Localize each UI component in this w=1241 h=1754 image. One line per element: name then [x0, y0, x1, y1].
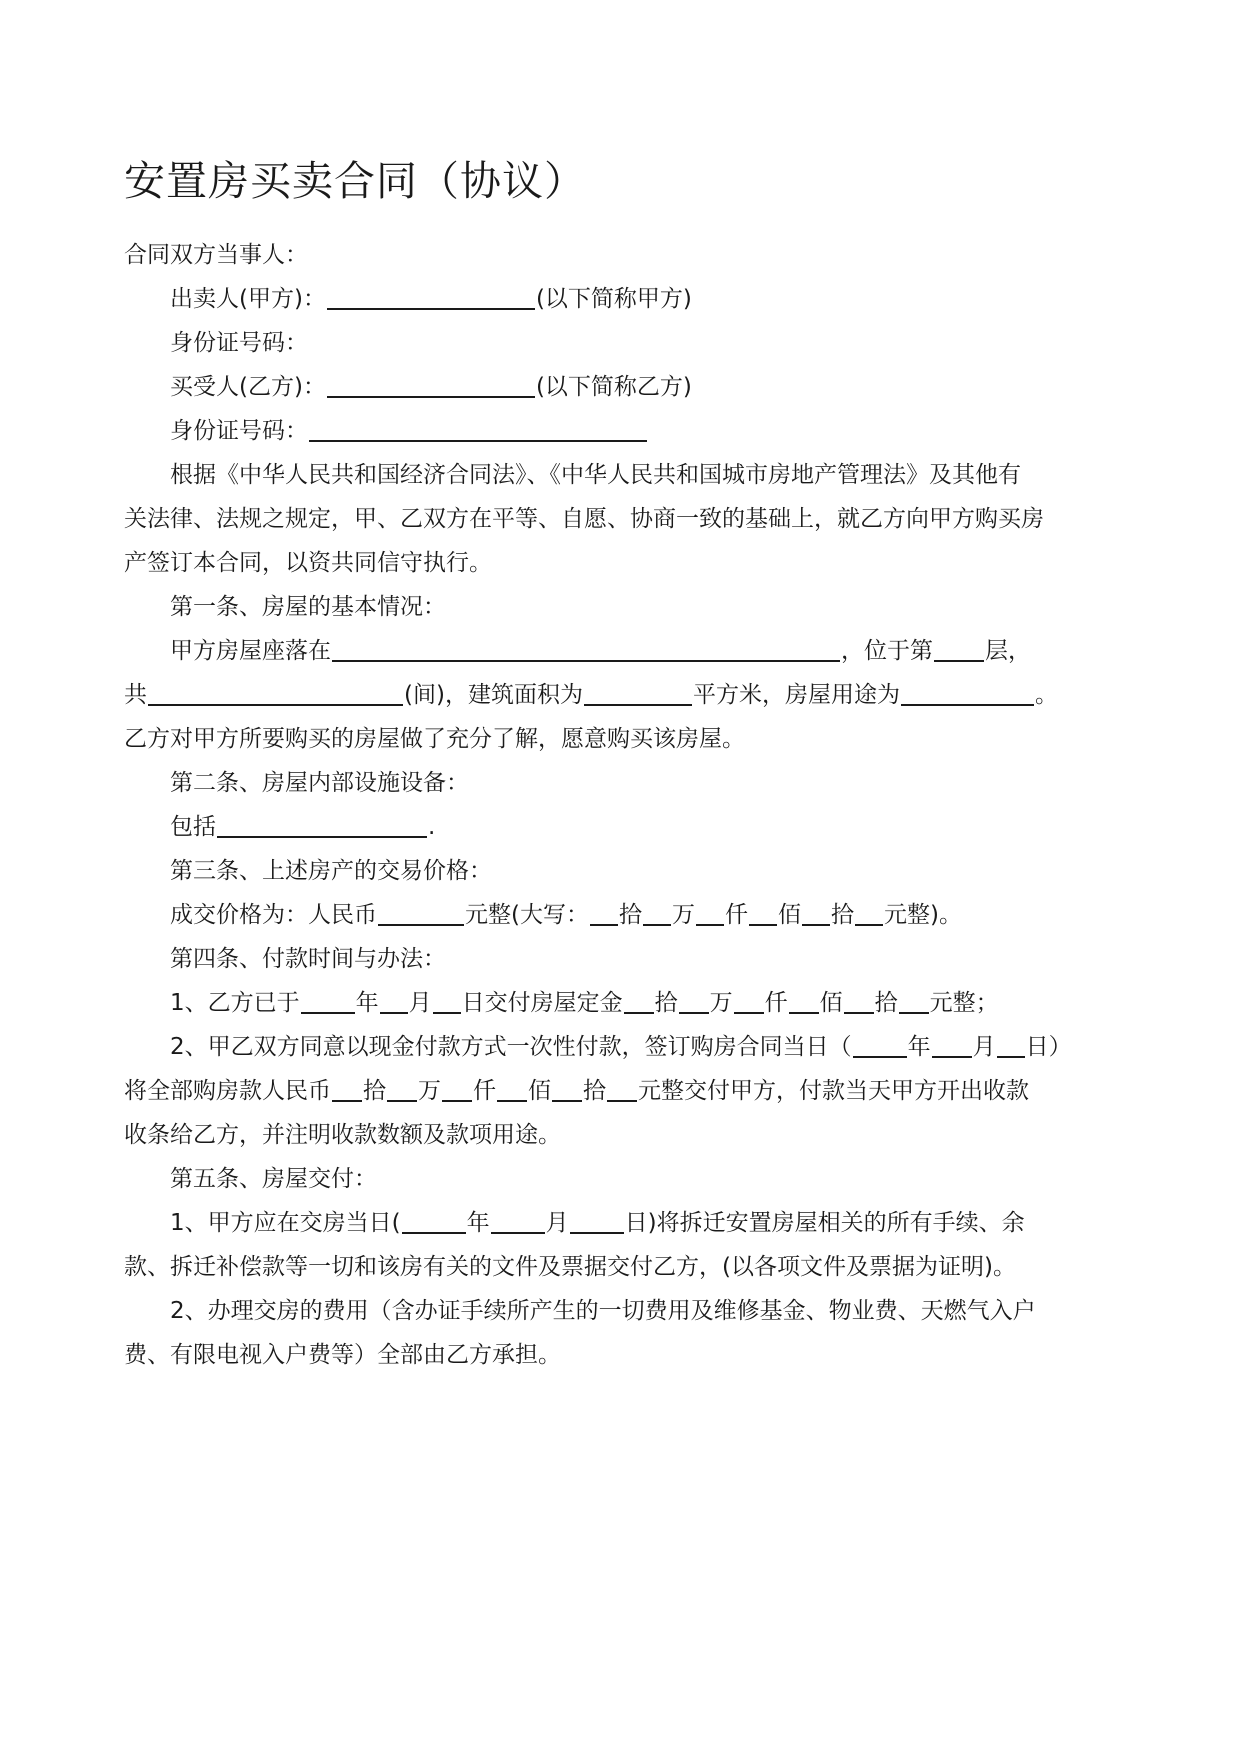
- unit-shi-2: 拾: [583, 1078, 606, 1104]
- article-2-include-line: [170, 812, 1134, 842]
- buyer-label: 买受人(乙方)：: [170, 374, 326, 400]
- price-uppercase-label: 元整(大写：: [465, 902, 589, 928]
- unit-shi: 拾: [363, 1078, 386, 1104]
- article-4-deposit-line: [170, 988, 1134, 1018]
- price-label: 成交价格为：人民币: [170, 902, 377, 928]
- floor-label: ，位于第: [841, 638, 933, 664]
- unit-bai: 佰: [777, 902, 801, 928]
- price-wan-blank[interactable]: [643, 902, 671, 926]
- deposit-shiwan-blank[interactable]: [624, 990, 654, 1014]
- location-label: 甲方房屋座落在: [170, 638, 331, 664]
- delivery-month-blank[interactable]: [491, 1210, 545, 1234]
- deposit-yuan-blank[interactable]: [899, 990, 929, 1014]
- unit-yuan: 元整)。: [883, 902, 962, 928]
- unit-shi-2: 拾: [874, 990, 898, 1016]
- full-payment-label: 将全部购房款人民币: [124, 1078, 331, 1104]
- article-3-price-line: [170, 900, 1134, 930]
- document-title: 安置房买卖合同（协议）: [124, 157, 586, 205]
- include-blank[interactable]: [217, 814, 427, 838]
- rooms-blank[interactable]: [148, 682, 403, 706]
- deposit-shi-blank[interactable]: [844, 990, 874, 1014]
- article-3-heading: 第三条、上述房产的交易价格：: [170, 858, 492, 884]
- price-shiwan-blank[interactable]: [590, 902, 618, 926]
- preamble-line-1: 根据《中华人民共和国经济合同法》、《中华人民共和国城市房地产管理法》及其他有: [170, 462, 1021, 488]
- seller-line: [170, 284, 1134, 314]
- unit-yuan: 元整；: [929, 990, 999, 1016]
- deposit-qian-blank[interactable]: [734, 990, 764, 1014]
- deposit-label: 1、乙方已于: [170, 990, 300, 1016]
- unit-qian: 仟: [764, 990, 788, 1016]
- unit-qian: 仟: [724, 902, 748, 928]
- price-yuan-blank[interactable]: [855, 902, 883, 926]
- period: 。: [1034, 682, 1058, 708]
- buyer-line: [170, 372, 1134, 402]
- seller-label: 出卖人(甲方)：: [170, 286, 326, 312]
- seller-id-label: 身份证号码：: [170, 330, 308, 356]
- full-wan-blank[interactable]: [387, 1078, 417, 1102]
- deposit-month-blank[interactable]: [380, 990, 408, 1014]
- article-1-location-line: [170, 636, 1134, 666]
- seller-id-line: [170, 328, 1134, 358]
- price-qian-blank[interactable]: [696, 902, 724, 926]
- month-label: 月: [972, 1034, 996, 1060]
- full-shi-blank[interactable]: [552, 1078, 582, 1102]
- delivery-year-blank[interactable]: [402, 1210, 466, 1234]
- location-blank[interactable]: [332, 638, 840, 662]
- seller-suffix: (以下简称甲方): [535, 286, 692, 312]
- parties-heading: 合同双方当事人：: [124, 242, 308, 268]
- article-4-heading: 第四条、付款时间与办法：: [170, 946, 446, 972]
- price-blank[interactable]: [378, 902, 464, 926]
- full-yuan-blank[interactable]: [607, 1078, 637, 1102]
- full-bai-blank[interactable]: [497, 1078, 527, 1102]
- deposit-bai-blank[interactable]: [789, 990, 819, 1014]
- month-label: 月: [545, 1210, 569, 1236]
- article-1-understanding: 乙方对甲方所要购买的房屋做了充分了解，愿意购买该房屋。: [124, 726, 745, 752]
- price-shi-blank[interactable]: [802, 902, 830, 926]
- floor-unit: 层，: [985, 638, 1031, 664]
- delivery-rest: 日)将拆迁安置房屋相关的所有手续、余: [624, 1210, 1025, 1236]
- usage-blank[interactable]: [901, 682, 1034, 706]
- year-label: 年: [907, 1034, 931, 1060]
- area-label: (间)，建筑面积为: [404, 682, 583, 708]
- buyer-id-blank[interactable]: [309, 418, 647, 442]
- seller-name-blank[interactable]: [327, 286, 535, 310]
- price-bai-blank[interactable]: [749, 902, 777, 926]
- delivery-label: 1、甲方应在交房当日(: [170, 1210, 401, 1236]
- article-1-area-line: [124, 680, 1134, 710]
- include-label: 包括: [170, 814, 216, 840]
- unit-bai: 佰: [819, 990, 843, 1016]
- area-blank[interactable]: [584, 682, 692, 706]
- include-end: .: [428, 814, 436, 840]
- unit-wan: 万: [709, 990, 733, 1016]
- deposit-wan-blank[interactable]: [679, 990, 709, 1014]
- preamble-line-2: 关法律、法规之规定，甲、乙双方在平等、自愿、协商一致的基础上，就乙方向甲方购买房: [124, 506, 1044, 532]
- buyer-name-blank[interactable]: [327, 374, 535, 398]
- deposit-year-blank[interactable]: [301, 990, 355, 1014]
- full-shiwan-blank[interactable]: [332, 1078, 362, 1102]
- month-label: 月: [408, 990, 432, 1016]
- usage-label: 平方米，房屋用途为: [692, 682, 900, 708]
- day-label: 日）: [1025, 1034, 1072, 1060]
- deposit-day-blank[interactable]: [433, 990, 461, 1014]
- buyer-suffix: (以下简称乙方): [535, 374, 692, 400]
- unit-bai: 佰: [528, 1078, 551, 1104]
- delivery-day-blank[interactable]: [570, 1210, 624, 1234]
- article-5-heading: 第五条、房屋交付：: [170, 1166, 377, 1192]
- article-2-heading: 第二条、房屋内部设施设备：: [170, 770, 469, 796]
- unit-shi: 拾: [654, 990, 678, 1016]
- rooms-label: 共: [124, 682, 147, 708]
- article-5-delivery-line-1: [170, 1208, 1134, 1238]
- payment-day-blank[interactable]: [997, 1034, 1025, 1058]
- article-4-payment-line-2: [124, 1076, 1134, 1106]
- buyer-id-line: [170, 416, 1134, 446]
- buyer-id-label: 身份证号码：: [170, 418, 308, 444]
- unit-shi-2: 拾: [830, 902, 854, 928]
- year-label: 年: [466, 1210, 490, 1236]
- unit-wan: 万: [418, 1078, 441, 1104]
- article-5-fees-line-2: 费、有限电视入户费等）全部由乙方承担。: [124, 1342, 561, 1368]
- article-5-fees-line-1: 2、办理交房的费用（含办证手续所产生的一切费用及维修基金、物业费、天燃气入户: [170, 1298, 1036, 1324]
- payment-label: 2、甲乙双方同意以现金付款方式一次性付款，签订购房合同当日（: [170, 1034, 852, 1060]
- article-1-heading: 第一条、房屋的基本情况：: [170, 594, 446, 620]
- floor-blank[interactable]: [934, 638, 984, 662]
- full-qian-blank[interactable]: [442, 1078, 472, 1102]
- year-label: 年: [355, 990, 379, 1016]
- unit-qian: 仟: [473, 1078, 496, 1104]
- article-4-payment-line-3: 收条给乙方，并注明收款数额及款项用途。: [124, 1122, 561, 1148]
- unit-shi: 拾: [618, 902, 642, 928]
- unit-wan: 万: [671, 902, 695, 928]
- payment-month-blank[interactable]: [932, 1034, 972, 1058]
- payment-year-blank[interactable]: [853, 1034, 907, 1058]
- deposit-day-label: 日交付房屋定金: [461, 990, 623, 1016]
- article-4-payment-line-1: [170, 1032, 1134, 1062]
- preamble-line-3: 产签订本合同，以资共同信守执行。: [124, 550, 492, 576]
- full-payment-rest: 元整交付甲方，付款当天甲方开出收款: [638, 1078, 1029, 1104]
- article-5-delivery-line-2: 款、拆迁补偿款等一切和该房有关的文件及票据交付乙方，(以各项文件及票据为证明)。: [124, 1254, 1016, 1280]
